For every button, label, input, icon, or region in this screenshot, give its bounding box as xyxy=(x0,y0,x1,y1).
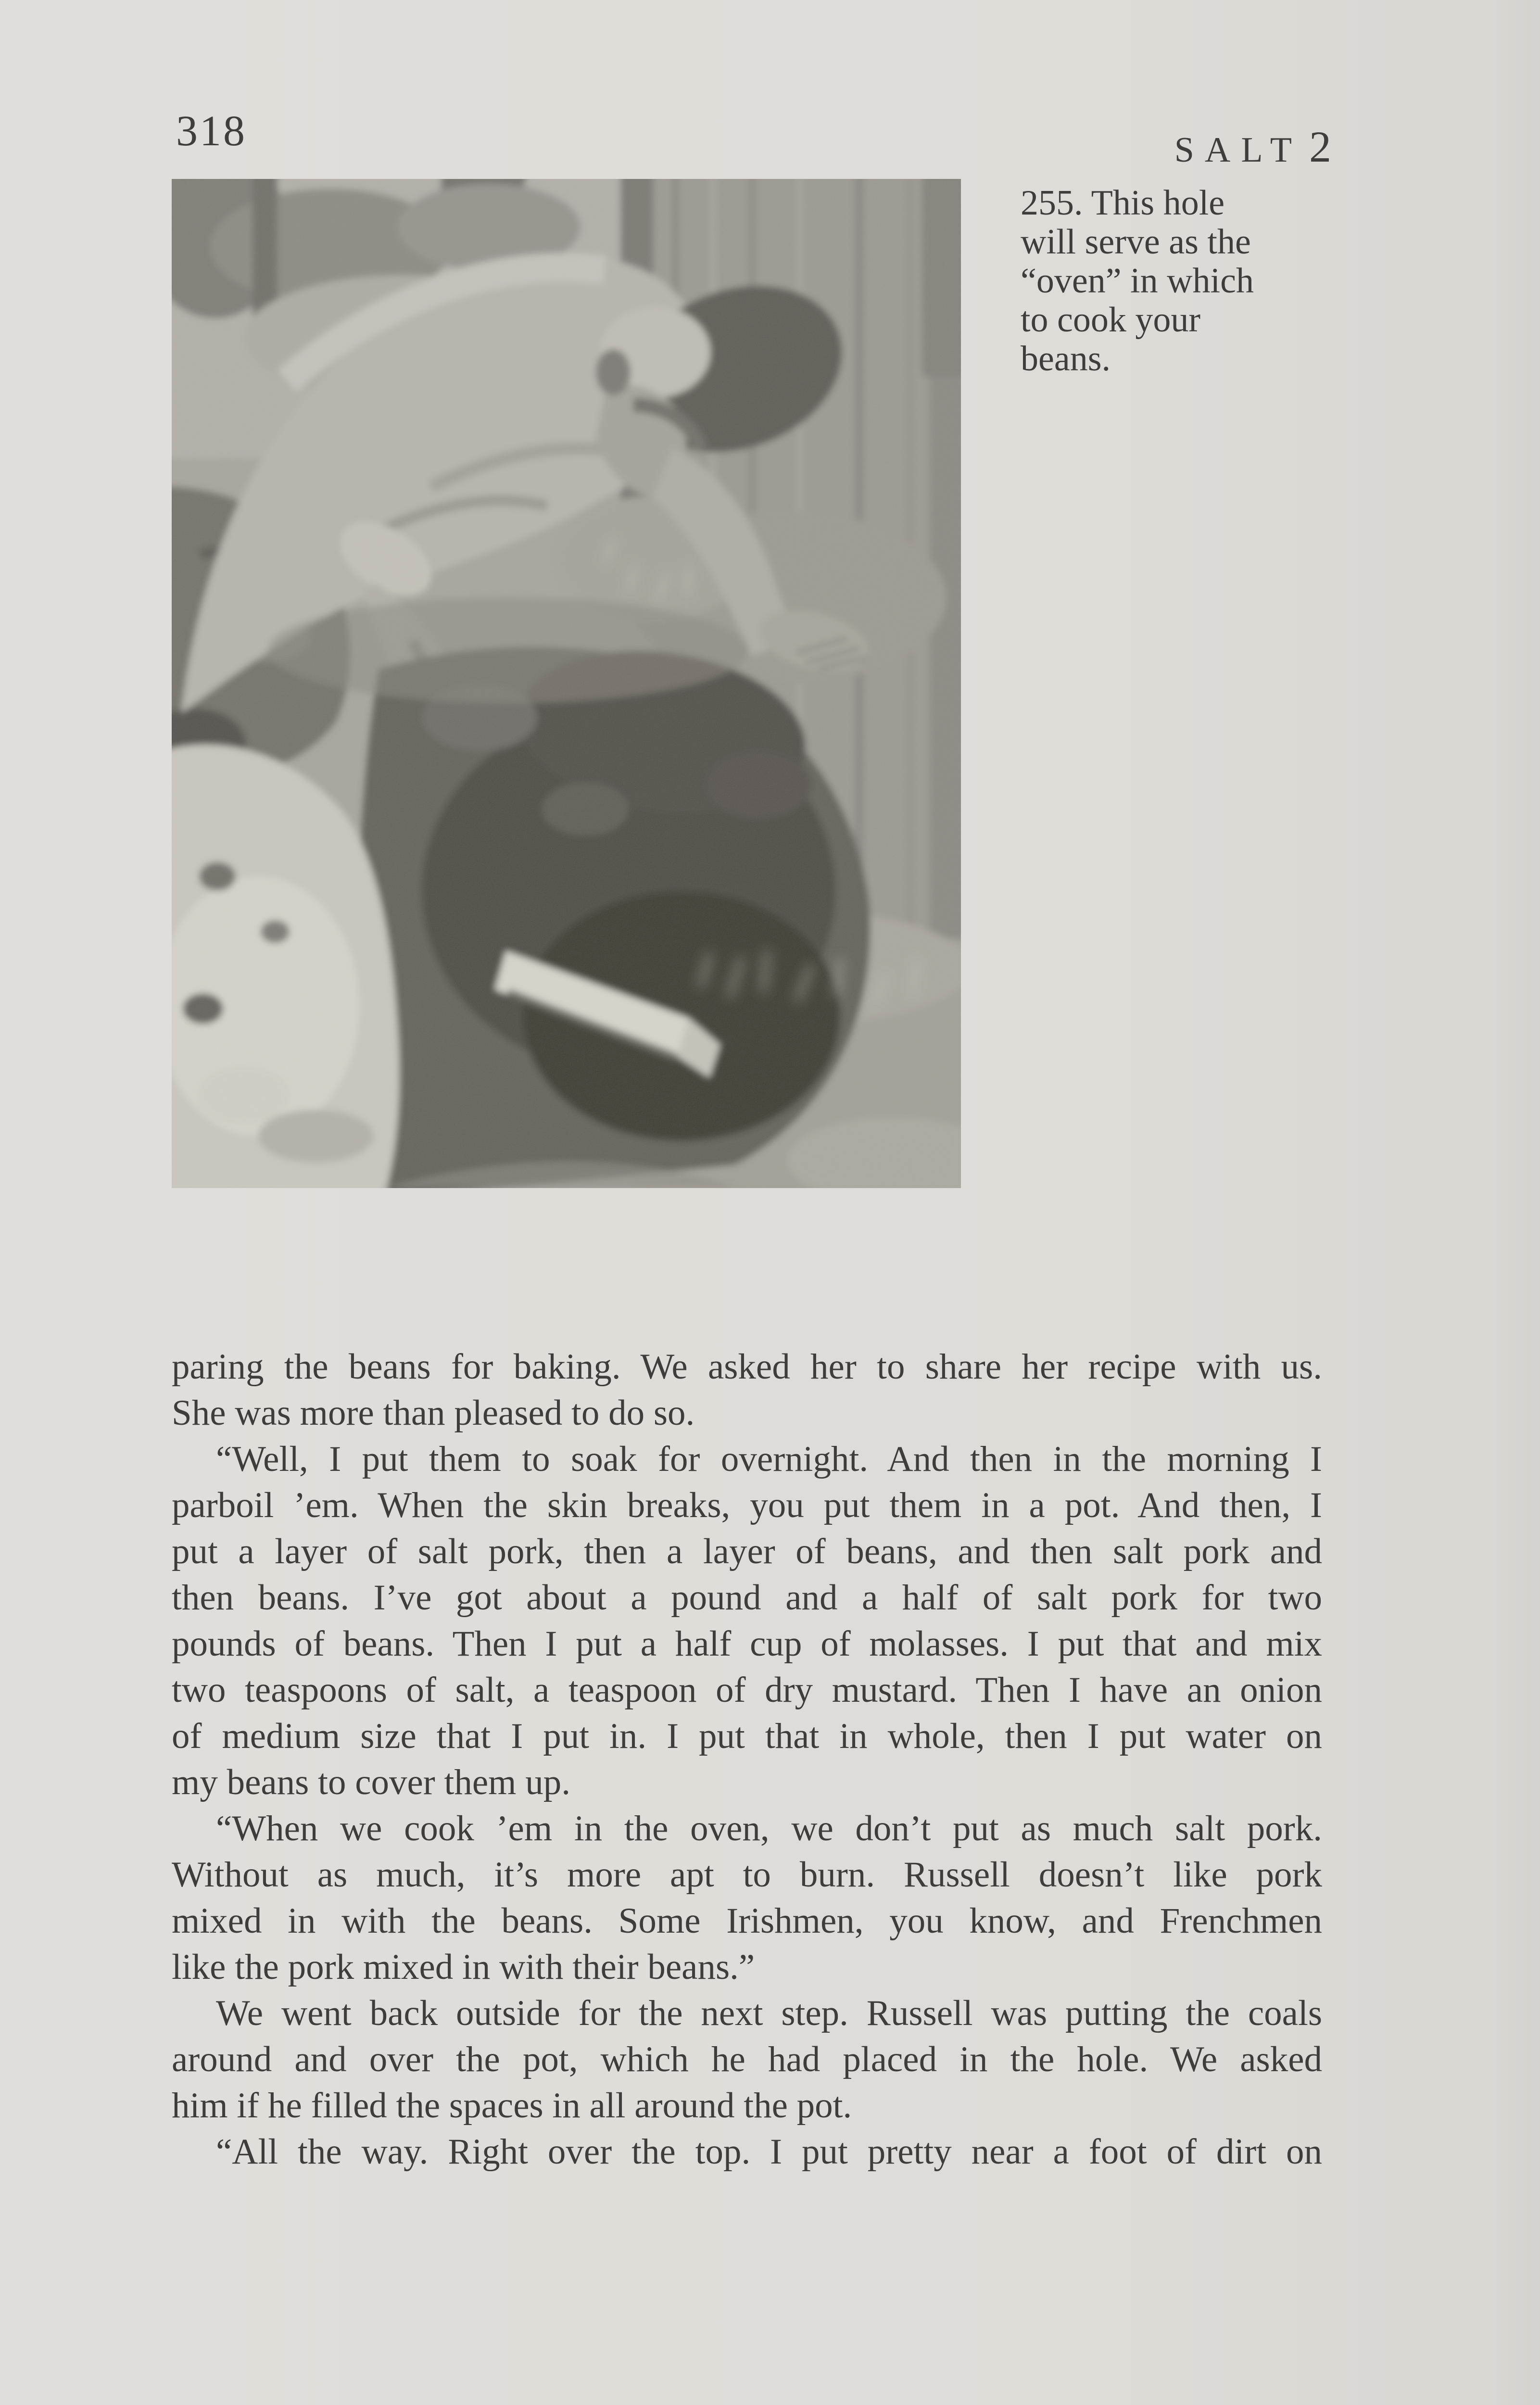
running-head xyxy=(1174,121,1331,172)
body-line: pounds of beans. Then I put a half cup of molasses. I put that and mix xyxy=(172,1624,1322,1664)
body-text xyxy=(172,1344,1322,2175)
body-line: We went back outside for the next step. Russell was putting the coals xyxy=(216,1993,1322,2033)
body-line: “Well, I put them to soak for overnight. And then in the morning I xyxy=(216,1439,1322,1479)
caption-line: 255. This hole xyxy=(1021,183,1225,223)
caption-line: to cook your xyxy=(1021,300,1201,340)
body-line: of medium size that I put in. I put that in whole, then I put water on xyxy=(172,1716,1322,1756)
running-head-volume: 2 xyxy=(1309,122,1331,171)
body-line: She was more than pleased to do so. xyxy=(172,1393,695,1433)
body-line: paring the beans for baking. We asked her to share her recipe with us. xyxy=(172,1347,1322,1387)
photo-grain xyxy=(172,179,961,1188)
running-head-title: SALT xyxy=(1174,130,1302,170)
body-line: “All the way. Right over the top. I put pretty near a foot of dirt on xyxy=(216,2132,1322,2172)
body-line: my beans to cover them up. xyxy=(172,1762,570,1802)
body-line: him if he filled the spaces in all around the pot. xyxy=(172,2086,852,2126)
body-line: then beans. I’ve got about a pound and a half of salt pork for two xyxy=(172,1578,1322,1618)
body-line: parboil ’em. When the skin breaks, you put them in a pot. And then, I xyxy=(172,1485,1322,1525)
body-line: mixed in with the beans. Some Irishmen, you know, and Frenchmen xyxy=(172,1901,1322,1941)
caption-line: beans. xyxy=(1021,339,1111,379)
page-number: 318 xyxy=(176,107,247,155)
caption-line: will serve as the xyxy=(1021,222,1251,262)
body-line: like the pork mixed in with their beans.” xyxy=(172,1947,755,1987)
body-line: “When we cook ’em in the oven, we don’t put as much salt pork. xyxy=(216,1809,1322,1848)
figure-photo xyxy=(172,179,961,1188)
body-line: Without as much, it’s more apt to burn. Russell doesn’t like pork xyxy=(172,1855,1322,1895)
body-line: put a layer of salt pork, then a layer of beans, and then salt pork and xyxy=(172,1532,1322,1571)
body-line: around and over the pot, which he had placed in the hole. We asked xyxy=(172,2039,1322,2079)
body-line: two teaspoons of salt, a teaspoon of dry mustard. Then I have an onion xyxy=(172,1670,1322,1710)
caption-line: “oven” in which xyxy=(1021,261,1254,301)
figure-caption xyxy=(1021,184,1357,379)
